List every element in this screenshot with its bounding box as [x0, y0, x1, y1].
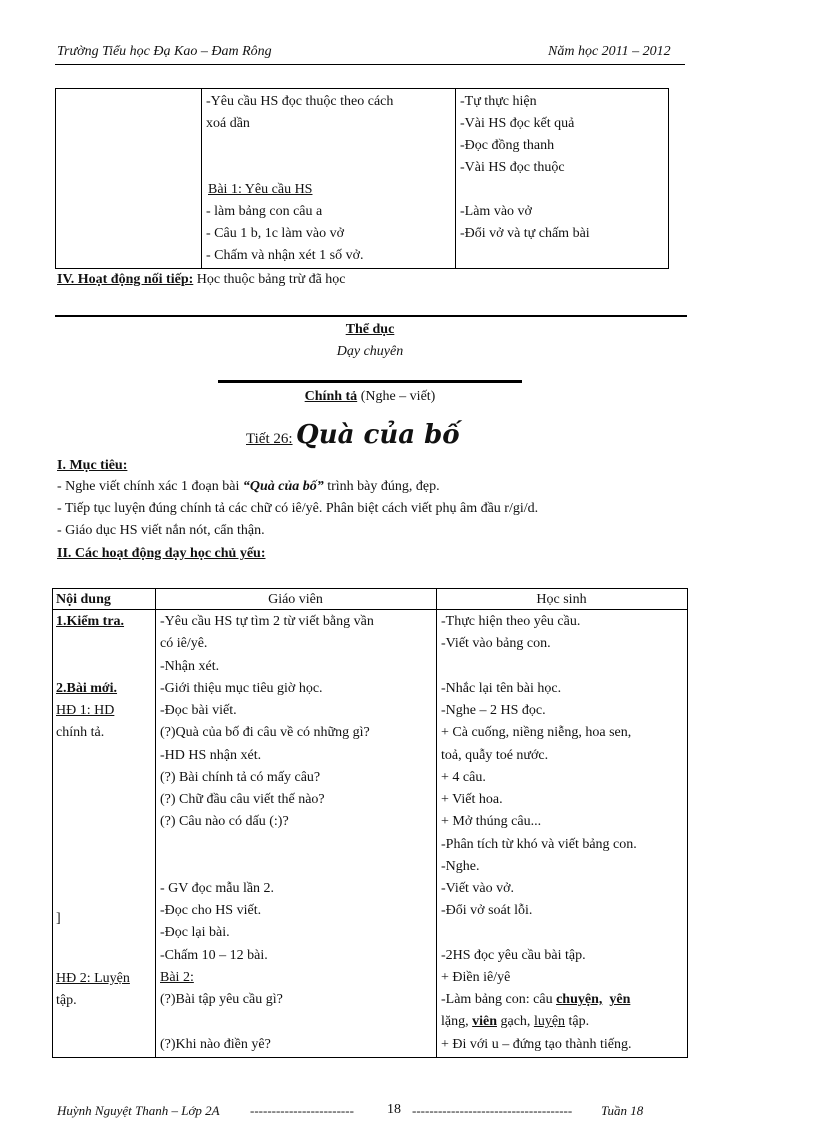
footer-page-number: 18	[387, 1102, 401, 1117]
section-divider	[218, 380, 522, 383]
student-line: + 4 câu.	[441, 770, 486, 785]
lesson-title: Quà của bố	[296, 420, 460, 450]
teacher-line: -Chấm 10 – 12 bài.	[160, 948, 268, 963]
activity-iv	[57, 269, 346, 291]
student-line: -Viết vào vở.	[441, 881, 515, 896]
student-line: + Cà cuống, niềng niễng, hoa sen,	[441, 725, 632, 740]
content-bai-moi: 2.Bài mới.	[56, 681, 118, 696]
section-divider	[55, 315, 687, 317]
teacher-line: (?) Chữ đầu câu viết thế nào?	[160, 792, 325, 807]
pe-title: Thể dục	[345, 322, 395, 337]
top-teacher-line: -Yêu cầu HS đọc thuộc theo cách	[206, 94, 394, 109]
student-line: -Nghe.	[441, 859, 480, 874]
objective-line: - Giáo dục HS viết nắn nót, cẩn thận.	[57, 523, 265, 538]
top-teacher-line: - Câu 1 b, 1c làm vào vở	[206, 226, 345, 241]
objective-line: - Nghe viết chính xác 1 đoạn bài “Quà của bố” trình bày đúng, đẹp.	[57, 479, 440, 494]
teacher-line: -Giới thiệu mục tiêu giờ học.	[160, 681, 323, 696]
top-teacher-line: - Chấm và nhận xét 1 số vở.	[206, 248, 364, 263]
student-line: + Viết hoa.	[441, 792, 503, 807]
activities-heading: II. Các hoạt động dạy học chủ yếu:	[57, 546, 266, 561]
student-line: -Thực hiện theo yêu cầu.	[441, 614, 581, 629]
content-hd1-sub: chính tả.	[56, 725, 105, 740]
student-line: -Nhắc lại tên bài học.	[441, 681, 562, 696]
col-header-teacher: Giáo viên	[268, 592, 323, 607]
header-rule	[55, 64, 685, 65]
header-school: Trường Tiểu học Đạ Kao – Đam Rông	[57, 44, 272, 59]
teacher-line: Bài 2:	[160, 970, 194, 985]
footer-week: Tuần 18	[601, 1103, 644, 1118]
objective-line: - Tiếp tục luyện đúng chính tả các chữ có iê/yê. Phân biệt cách viết phụ âm đầu r/gi/d.	[57, 501, 539, 516]
teacher-line: có iê/yê.	[160, 636, 208, 651]
header-year: Năm học 2011 – 2012	[548, 44, 671, 59]
top-teacher-line: - làm bảng con câu a	[206, 204, 323, 219]
teacher-line: (?)Quà của bố đi câu về có những gì?	[160, 725, 370, 740]
teacher-line: -Đọc bài viết.	[160, 703, 237, 718]
lesson-period	[246, 420, 460, 455]
teacher-line: (?)Bài tập yêu cầu gì?	[160, 992, 283, 1007]
top-student-line: -Đọc đồng thanh	[460, 138, 555, 153]
content-mark: ]	[56, 911, 61, 926]
top-student-line: -Tự thực hiện	[460, 94, 537, 109]
student-line: toả, quẫy toé nước.	[441, 748, 549, 763]
student-line: -Viết vào bảng con.	[441, 636, 551, 651]
period-label: Tiết 26:	[246, 431, 293, 447]
top-student-line: -Vài HS đọc thuộc	[460, 160, 565, 175]
teacher-line: -Đọc cho HS viết.	[160, 903, 262, 918]
teacher-line: -Đọc lại bài.	[160, 925, 230, 940]
student-line: + Đi với u – đứng tạo thành tiếng.	[441, 1037, 632, 1052]
content-kiem-tra: 1.Kiểm tra.	[56, 614, 125, 629]
student-line: -2HS đọc yêu cầu bài tập.	[441, 948, 586, 963]
top-teacher-line: xoá dần	[206, 116, 250, 131]
activity-iv-label: IV. Hoạt động nối tiếp:	[57, 272, 194, 287]
student-line: -Nghe – 2 HS đọc.	[441, 703, 546, 718]
pe-subtitle: Dạy chuyên	[336, 344, 404, 359]
top-teacher-line: Bài 1: Yêu cầu HS	[208, 182, 313, 197]
teacher-line: -HD HS nhận xét.	[160, 748, 262, 763]
objectives-heading: I. Mục tiêu:	[57, 458, 128, 473]
teacher-line: (?) Câu nào có dấu (:)?	[160, 814, 289, 829]
top-student-line: -Làm vào vở	[460, 204, 532, 219]
teacher-line: (?) Bài chính tả có mấy câu?	[160, 770, 321, 785]
student-line: -Làm bảng con: câu chuyện, yên	[441, 992, 631, 1007]
top-student-line: -Đổi vở và tự chấm bài	[460, 226, 590, 241]
footer-dashes-left: ------------------------	[250, 1103, 354, 1118]
col-header-content: Nội dung	[56, 592, 111, 607]
content-hd2: HĐ 2: Luyện	[56, 971, 130, 986]
top-student-line: -Vài HS đọc kết quả	[460, 116, 575, 131]
footer-dashes-right: -------------------------------------	[412, 1103, 573, 1118]
footer-author: Huỳnh Nguyệt Thanh – Lớp 2A	[57, 1103, 220, 1118]
teacher-line: -Yêu cầu HS tự tìm 2 từ viết bằng vần	[160, 614, 374, 629]
lesson-subject: Chính tả (Nghe – viết)	[304, 389, 436, 404]
activity-iv-text: Học thuộc bảng trừ đã học	[193, 272, 346, 287]
student-line: lặng, viên gạch, luyện tập.	[441, 1014, 590, 1029]
student-line: -Phân tích từ khó và viết bảng con.	[441, 837, 637, 852]
teacher-line: (?)Khi nào điền yê?	[160, 1037, 271, 1052]
col-header-student: Học sinh	[536, 592, 587, 607]
content-hd2-sub: tập.	[56, 993, 77, 1008]
student-line: + Điền iê/yê	[441, 970, 511, 985]
teacher-line: -Nhận xét.	[160, 659, 220, 674]
student-line: -Đổi vở soát lỗi.	[441, 903, 533, 918]
teacher-line: - GV đọc mẫu lần 2.	[160, 881, 275, 896]
content-hd1: HĐ 1: HD	[56, 703, 115, 718]
student-line: + Mở thúng câu...	[441, 814, 542, 829]
